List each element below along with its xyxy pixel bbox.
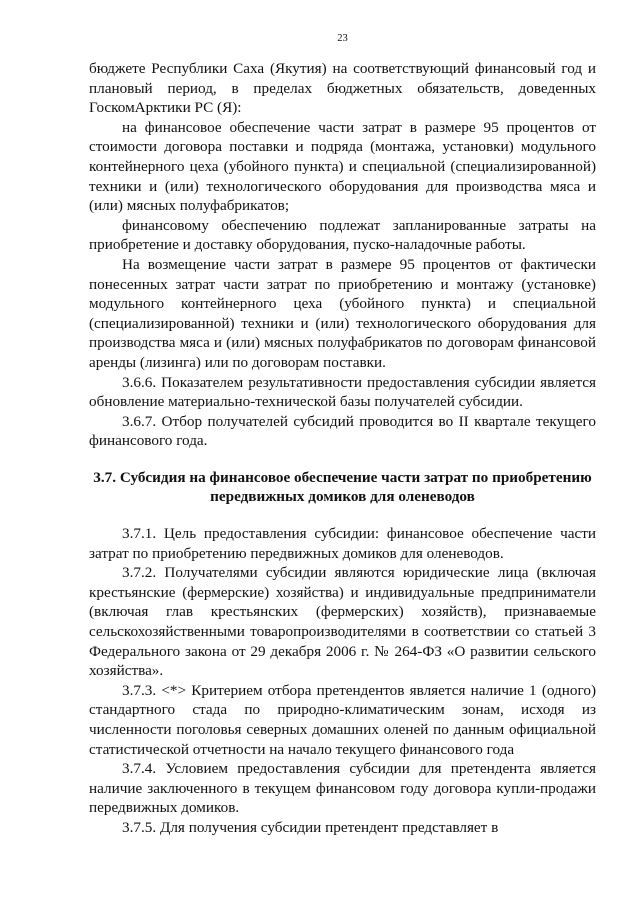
page-number: 23 <box>337 33 348 44</box>
paragraph: 3.7.1. Цель предоставления субсидии: финансовое обеспечение части затрат по приобретению передвижных домиков для оленеводов. <box>89 525 596 562</box>
section-title: 3.7. Субсидия на финансовое обеспечение части затрат по приобретению передвижных домиков для оленеводов <box>93 468 592 506</box>
paragraph: 3.7.4. Условием предоставления субсидии для претендента является наличие заключенного в текущем финансовом году договора купли-продажи передвижных домиков. <box>89 760 596 817</box>
paragraph: 3.7.2. Получателями субсидии являются юридические лица (включая крестьянские (фермерские) хозяйства) и индивидуальные предприниматели (включая глав крестьянских (фермерских) хозяйств), признаваемые сельскохозяйственными товаропроизводителями в соответствии со статьей 3 Федерального закона от 29 декабря 2006 г. № 264-ФЗ «О развитии сельского хозяйства». <box>89 564 596 680</box>
paragraph: 3.6.6. Показателем результативности предоставления субсидии является обновление материально-технической базы получателей субсидии. <box>89 373 596 411</box>
paragraph: финансовому обеспечению подлежат запланированные затраты на приобретение и доставку оборудования, пуско-наладочные работы. <box>89 216 596 254</box>
paragraph: 3.7.5. Для получения субсидии претендент представляет в <box>122 818 499 836</box>
paragraph: бюджете Республики Саха (Якутия) на соответствующий финансовый год и плановый период, в пределах бюджетных обязательств, доведенных ГоскомАрктики РС (Я): <box>89 60 596 117</box>
paragraph: 3.7.3. <*> Критерием отбора претендентов является наличие 1 (одного) стандартного стада по природно-климатическим зонам, исходя из численности поголовья северных домашних оленей по данным официальной статистической отчетности на начало текущего финансового года <box>89 681 596 758</box>
paragraph: На возмещение части затрат в размере 95 процентов от фактически понесенных затрат части затрат по приобретению и монтажу (установке) модульного контейнерного цеха (убойного пункта) и специальной (специализированной) техники и (или) технологического оборудования для производства мяса и (или) мясных полуфабрикатов по договорам финансовой аренды (лизинга) или по договорам поставки. <box>89 255 596 371</box>
document-body <box>89 59 596 838</box>
paragraph: на финансовое обеспечение части затрат в размере 95 процентов от стоимости договора поставки и подряда (монтажа, установки) модульного контейнерного цеха (убойного пункта) и специальной (специализированной) техники и (или) технологического оборудования для производства мяса и (или) мясных полуфабрикатов; <box>89 118 596 215</box>
paragraph: 3.6.7. Отбор получателей субсидий проводится во II квартале текущего финансового года. <box>89 412 596 450</box>
